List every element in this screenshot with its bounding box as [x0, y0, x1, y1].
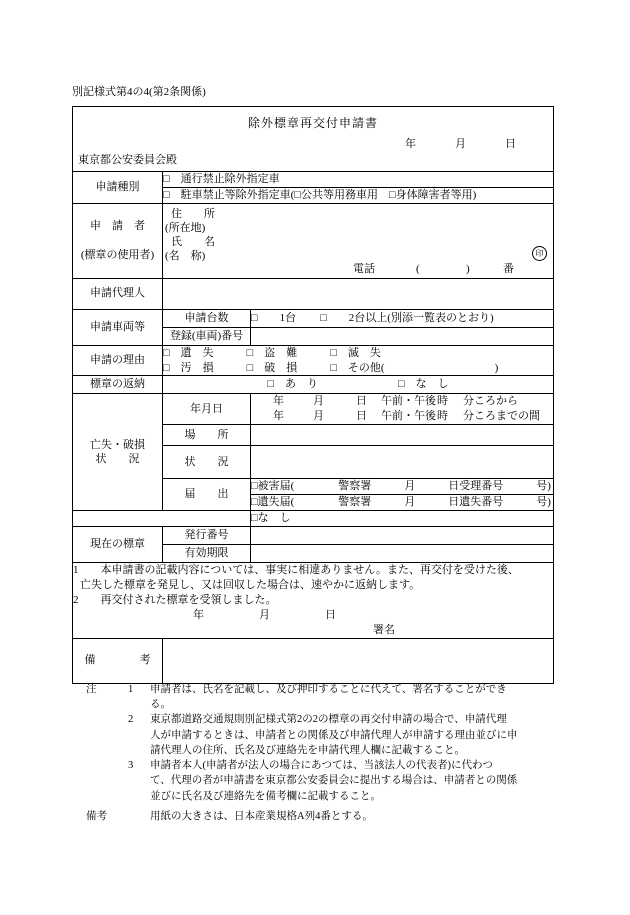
- applicant-address-sublabel: (所在地): [165, 221, 206, 234]
- report-option-3[interactable]: □な し: [251, 511, 554, 527]
- vehicle-label: 申請車両等: [73, 309, 163, 345]
- note-item: [86, 758, 556, 773]
- note-text-cont: て、代理の者が申請書を東京都公安委員会に提出する場合は、申請者との関係: [150, 775, 518, 787]
- applicant-field-cell[interactable]: [163, 203, 554, 278]
- badge-return-option-no[interactable]: □ な し: [398, 378, 449, 391]
- vehicle-count-options[interactable]: [251, 309, 554, 327]
- note-item: [86, 712, 556, 727]
- vehicle-count-row: [73, 309, 554, 327]
- agent-value[interactable]: [163, 278, 554, 309]
- reason-row: [73, 345, 554, 376]
- telephone-paren-open: (: [416, 262, 420, 275]
- declaration-date-line[interactable]: 年 月 日: [193, 608, 336, 621]
- footer-remark-label: 備考: [86, 811, 107, 822]
- note-text-cont: る。: [150, 699, 171, 711]
- loss-damage-situation-label: 状 況: [163, 446, 251, 479]
- declaration-cell: [73, 563, 554, 638]
- declaration-item2: 2 再交付された標章を受領しました。: [73, 594, 277, 607]
- dt1-tail: 分ころから: [463, 395, 518, 408]
- dt2-ampm[interactable]: 午前・午後: [381, 410, 436, 423]
- seal-icon: 印: [532, 246, 547, 261]
- remarks-field-label: 備 考: [73, 638, 163, 683]
- loss-damage-label: [73, 394, 163, 511]
- note-text: 東京都道路交通規則別記様式第2の2の標章の再交付申請の場合で、申請代理: [150, 714, 507, 726]
- dt1-ampm[interactable]: 午前・午後: [381, 395, 436, 408]
- loss-damage-place-value[interactable]: [251, 425, 554, 446]
- dt2-tail: 分ころまでの間: [463, 410, 540, 423]
- report-option-2[interactable]: □遺失届( 警察署 月 日遺失番号 号): [251, 495, 554, 511]
- note-text: 申請者は、氏名を記載し、及び押印することに代えて、署名することができ: [150, 684, 507, 695]
- telephone-paren-close: ): [466, 262, 470, 275]
- dt1-hour: 時: [437, 395, 448, 408]
- dt1-month: 月: [313, 395, 324, 408]
- note-number: 2: [128, 714, 134, 726]
- notes-section: [86, 682, 556, 804]
- vehicle-count-option-2[interactable]: □ 2台以上(別添一覧表のとおり): [320, 311, 494, 324]
- application-type-option-2[interactable]: □ 駐車禁止等除外指定車(□公共等用務車用 □身体障害者等用): [163, 187, 554, 203]
- loss-damage-label-line1: 亡失・破損: [90, 438, 145, 451]
- declaration-row: [73, 563, 554, 638]
- applicant-label-line1: 申 請 者: [90, 219, 145, 232]
- application-type-option-1[interactable]: □ 通行禁止除外指定車: [163, 172, 554, 188]
- vehicle-count-label: 申請台数: [163, 309, 251, 327]
- current-badge-issue-row: [73, 527, 554, 545]
- signature-label[interactable]: 署名: [373, 623, 395, 636]
- badge-return-options[interactable]: [163, 376, 554, 394]
- issue-number-value[interactable]: [251, 527, 554, 545]
- header-row: [73, 107, 554, 172]
- dt2-month: 月: [313, 410, 324, 423]
- remarks-field-row: [73, 638, 554, 683]
- note-text: 申請者本人(申請者が法人の場合にあつては、当該法人の代表者)に代わつ: [150, 760, 493, 772]
- reason-options-line1[interactable]: □ 遺 失 □ 盗 難 □ 滅 失: [163, 346, 381, 359]
- header-cell: [73, 107, 554, 172]
- note-item: [86, 682, 556, 697]
- applicant-address-label: 住 所: [171, 207, 215, 220]
- vehicle-count-option-1[interactable]: □ 1台: [251, 311, 297, 324]
- reason-label: 申請の理由: [73, 345, 163, 376]
- note-number: 1: [128, 684, 134, 695]
- declaration-item1-line1: 1 本申請書の記載内容については、事実に相違ありません。また、再交付を受けた後、: [73, 564, 519, 577]
- loss-damage-report-label: 届 出: [163, 479, 251, 511]
- note-number: 3: [128, 760, 134, 772]
- agent-label: 申請代理人: [73, 278, 163, 309]
- spacer-mid: [163, 511, 251, 527]
- vehicle-registration-value[interactable]: [251, 327, 554, 345]
- applicant-name-label: 氏 名: [171, 235, 215, 248]
- expiry-value[interactable]: [251, 545, 554, 563]
- header-date-year: 年: [405, 138, 416, 150]
- issue-number-label: 発行番号: [163, 527, 251, 545]
- dt2-year: 年: [273, 410, 284, 423]
- applicant-name-sublabel: (名 称): [165, 249, 206, 262]
- datetime-line-2[interactable]: [251, 409, 553, 424]
- applicant-label-line2: (標章の使用者): [80, 248, 155, 261]
- remarks-field-value[interactable]: [163, 638, 554, 683]
- application-type-label: 申請種別: [73, 172, 163, 204]
- expiry-label: 有効期限: [163, 545, 251, 563]
- current-badge-label: 現在の標章: [73, 527, 163, 563]
- addressee: 東京都公安委員会殿: [78, 154, 177, 166]
- loss-damage-datetime-value[interactable]: [251, 394, 554, 425]
- telephone-unit: 番: [503, 262, 514, 275]
- telephone-label: 電話: [353, 262, 375, 275]
- note-text-cont: 人が申請するときは、申請者との関係及び申請代理人が申請する理由並びに申: [150, 729, 518, 741]
- form-code: 別記様式第4の4(第2条関係): [72, 86, 206, 98]
- note-text-cont: 請代理人の住所、氏名及び連絡先を申請代理人欄に記載すること。: [150, 744, 465, 756]
- dt2-hour: 時: [437, 410, 448, 423]
- notes-heading: 注: [86, 684, 97, 695]
- dt1-year: 年: [273, 395, 284, 408]
- report-option-1[interactable]: □被害届( 警察署 月 日受理番号 号): [251, 479, 554, 495]
- dt2-day: 日: [356, 410, 367, 423]
- header-date-day: 日: [505, 138, 516, 150]
- loss-damage-situation-value[interactable]: [251, 446, 554, 479]
- footer-remark-text: 用紙の大きさは、日本産業規格A列4番とする。: [150, 811, 373, 822]
- application-form-table: [72, 106, 554, 684]
- applicant-label: [73, 203, 163, 278]
- loss-damage-place-label: 場 所: [163, 425, 251, 446]
- loss-damage-datetime-row: [73, 394, 554, 425]
- declaration-item1-line2: 亡失した標章を発見し、又は回収した場合は、速やかに返納します。: [80, 579, 421, 592]
- spacer-left: [73, 511, 163, 527]
- application-type-row-1: [73, 172, 554, 188]
- datetime-line-1[interactable]: [251, 394, 553, 409]
- vehicle-registration-label: 登録(車両)番号: [163, 327, 251, 345]
- loss-damage-report-row-3: [73, 511, 554, 527]
- page-title: 除外標章再交付申請書: [248, 116, 379, 130]
- agent-row: [73, 278, 554, 309]
- badge-return-row: [73, 376, 554, 394]
- header-date-month: 月: [455, 138, 466, 150]
- badge-return-option-yes[interactable]: □ あ り: [267, 378, 318, 391]
- note-text-cont: 並びに氏名及び連絡先を備考欄に記載すること。: [150, 790, 381, 802]
- applicant-row: [73, 203, 554, 278]
- dt1-day: 日: [356, 395, 367, 408]
- reason-options-line2[interactable]: □ 汚 損 □ 破 損 □ その他( ): [163, 361, 499, 374]
- loss-damage-label-line2: 状 況: [95, 453, 140, 466]
- reason-options[interactable]: [163, 345, 554, 376]
- footer-remark: [86, 808, 556, 823]
- badge-return-label: 標章の返納: [73, 376, 163, 394]
- loss-damage-datetime-label: 年月日: [163, 394, 251, 425]
